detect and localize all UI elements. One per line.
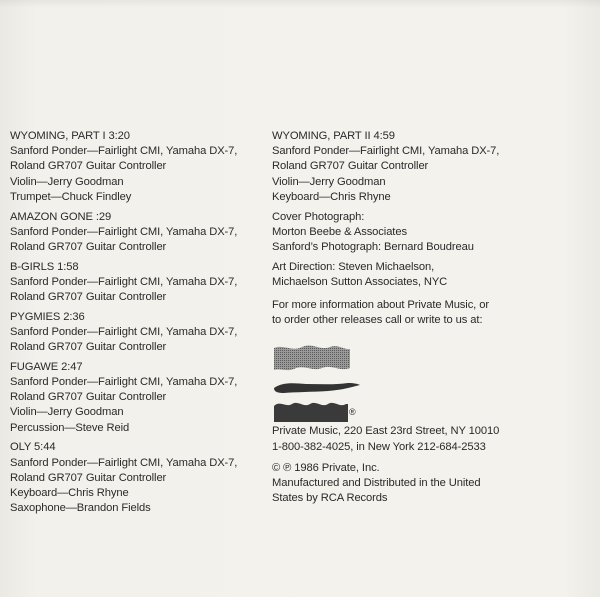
track-block [10, 210, 260, 256]
track-title: AMAZON GONE :29 [10, 210, 112, 223]
address-line: Private Music, 220 East 23rd Street, NY 10010 [272, 425, 500, 438]
copyright [272, 461, 542, 507]
address [272, 424, 542, 454]
info-text [272, 298, 542, 328]
track-block [10, 440, 260, 516]
track-credit: Violin—Jerry Goodman [10, 175, 124, 188]
track-credit: Sanford Ponder—Fairlight CMI, Yamaha DX-7, [10, 145, 238, 158]
track-credit: Roland GR707 Guitar Controller [10, 341, 167, 354]
track-credit: Sanford Ponder—Fairlight CMI, Yamaha DX-7, [10, 275, 238, 288]
copyright-line: States by RCA Records [272, 492, 388, 505]
track-credit: Keyboard—Chris Rhyne [10, 486, 129, 499]
track-title: PYGMIES 2:36 [10, 310, 85, 323]
track-title: FUGAWE 2:47 [10, 360, 83, 373]
photo-credit-line: Sanford’s Photograph: Bernard Boudreau [272, 240, 474, 253]
track-title: WYOMING, PART I 3:20 [10, 130, 130, 142]
logo-wave-top [274, 346, 350, 371]
track-block [10, 260, 260, 306]
track-credit: Trumpet—Chuck Findley [10, 190, 132, 203]
track-credit: Sanford Ponder—Fairlight CMI, Yamaha DX-7, [272, 145, 500, 158]
photo-credits [272, 210, 542, 256]
art-direction [272, 260, 542, 290]
track-credit: Roland GR707 Guitar Controller [10, 160, 167, 173]
track-credit: Keyboard—Chris Rhyne [272, 190, 391, 203]
track-credit: Roland GR707 Guitar Controller [10, 291, 167, 304]
track-credit: Roland GR707 Guitar Controller [272, 160, 429, 173]
track-credit: Roland GR707 Guitar Controller [10, 391, 167, 404]
track-block [10, 310, 260, 356]
track-credit: Sanford Ponder—Fairlight CMI, Yamaha DX-7, [10, 376, 238, 389]
logo-wave-bottom [274, 403, 348, 422]
art-direction-line: Art Direction: Steven Michaelson, [272, 260, 435, 273]
track-credit: Sanford Ponder—Fairlight CMI, Yamaha DX-7, [10, 456, 238, 469]
private-music-logo-svg [272, 342, 402, 422]
track-credit: Saxophone—Brandon Fields [10, 502, 151, 515]
track-block [272, 129, 542, 205]
track-title: WYOMING, PART II 4:59 [272, 130, 395, 142]
info-line: For more information about Private Music, or [272, 299, 489, 312]
info-line: to order other releases call or write to us at: [272, 314, 483, 327]
right-column [272, 129, 542, 511]
track-credit: Percussion—Steve Reid [10, 421, 130, 434]
track-credit: Roland GR707 Guitar Controller [10, 240, 167, 253]
copyright-line: Manufactured and Distributed in the United [272, 477, 481, 490]
left-column [10, 129, 260, 521]
art-direction-line: Michaelson Sutton Associates, NYC [272, 275, 448, 288]
track-title: OLY 5:44 [10, 441, 56, 454]
photo-credit-line: Cover Photograph: [272, 210, 365, 223]
track-credit: Sanford Ponder—Fairlight CMI, Yamaha DX-7, [10, 225, 238, 238]
track-credit: Violin—Jerry Goodman [272, 175, 386, 188]
track-block [10, 129, 260, 205]
track-credit: Roland GR707 Guitar Controller [10, 471, 167, 484]
track-block [10, 360, 260, 436]
track-credit: Violin—Jerry Goodman [10, 406, 124, 419]
registered-mark: ® [349, 407, 356, 418]
private-music-logo-icon [272, 342, 542, 418]
address-line: 1-800-382-4025, in New York 212-684-2533 [272, 440, 486, 453]
photo-credit-line: Morton Beebe & Associates [272, 225, 407, 238]
page-fold-shadow [0, 0, 600, 8]
track-title: B-GIRLS 1:58 [10, 260, 79, 273]
logo-stroke-middle [274, 383, 360, 393]
copyright-line: © ℗ 1986 Private, Inc. [272, 461, 380, 474]
track-credit: Sanford Ponder—Fairlight CMI, Yamaha DX-7, [10, 325, 238, 338]
